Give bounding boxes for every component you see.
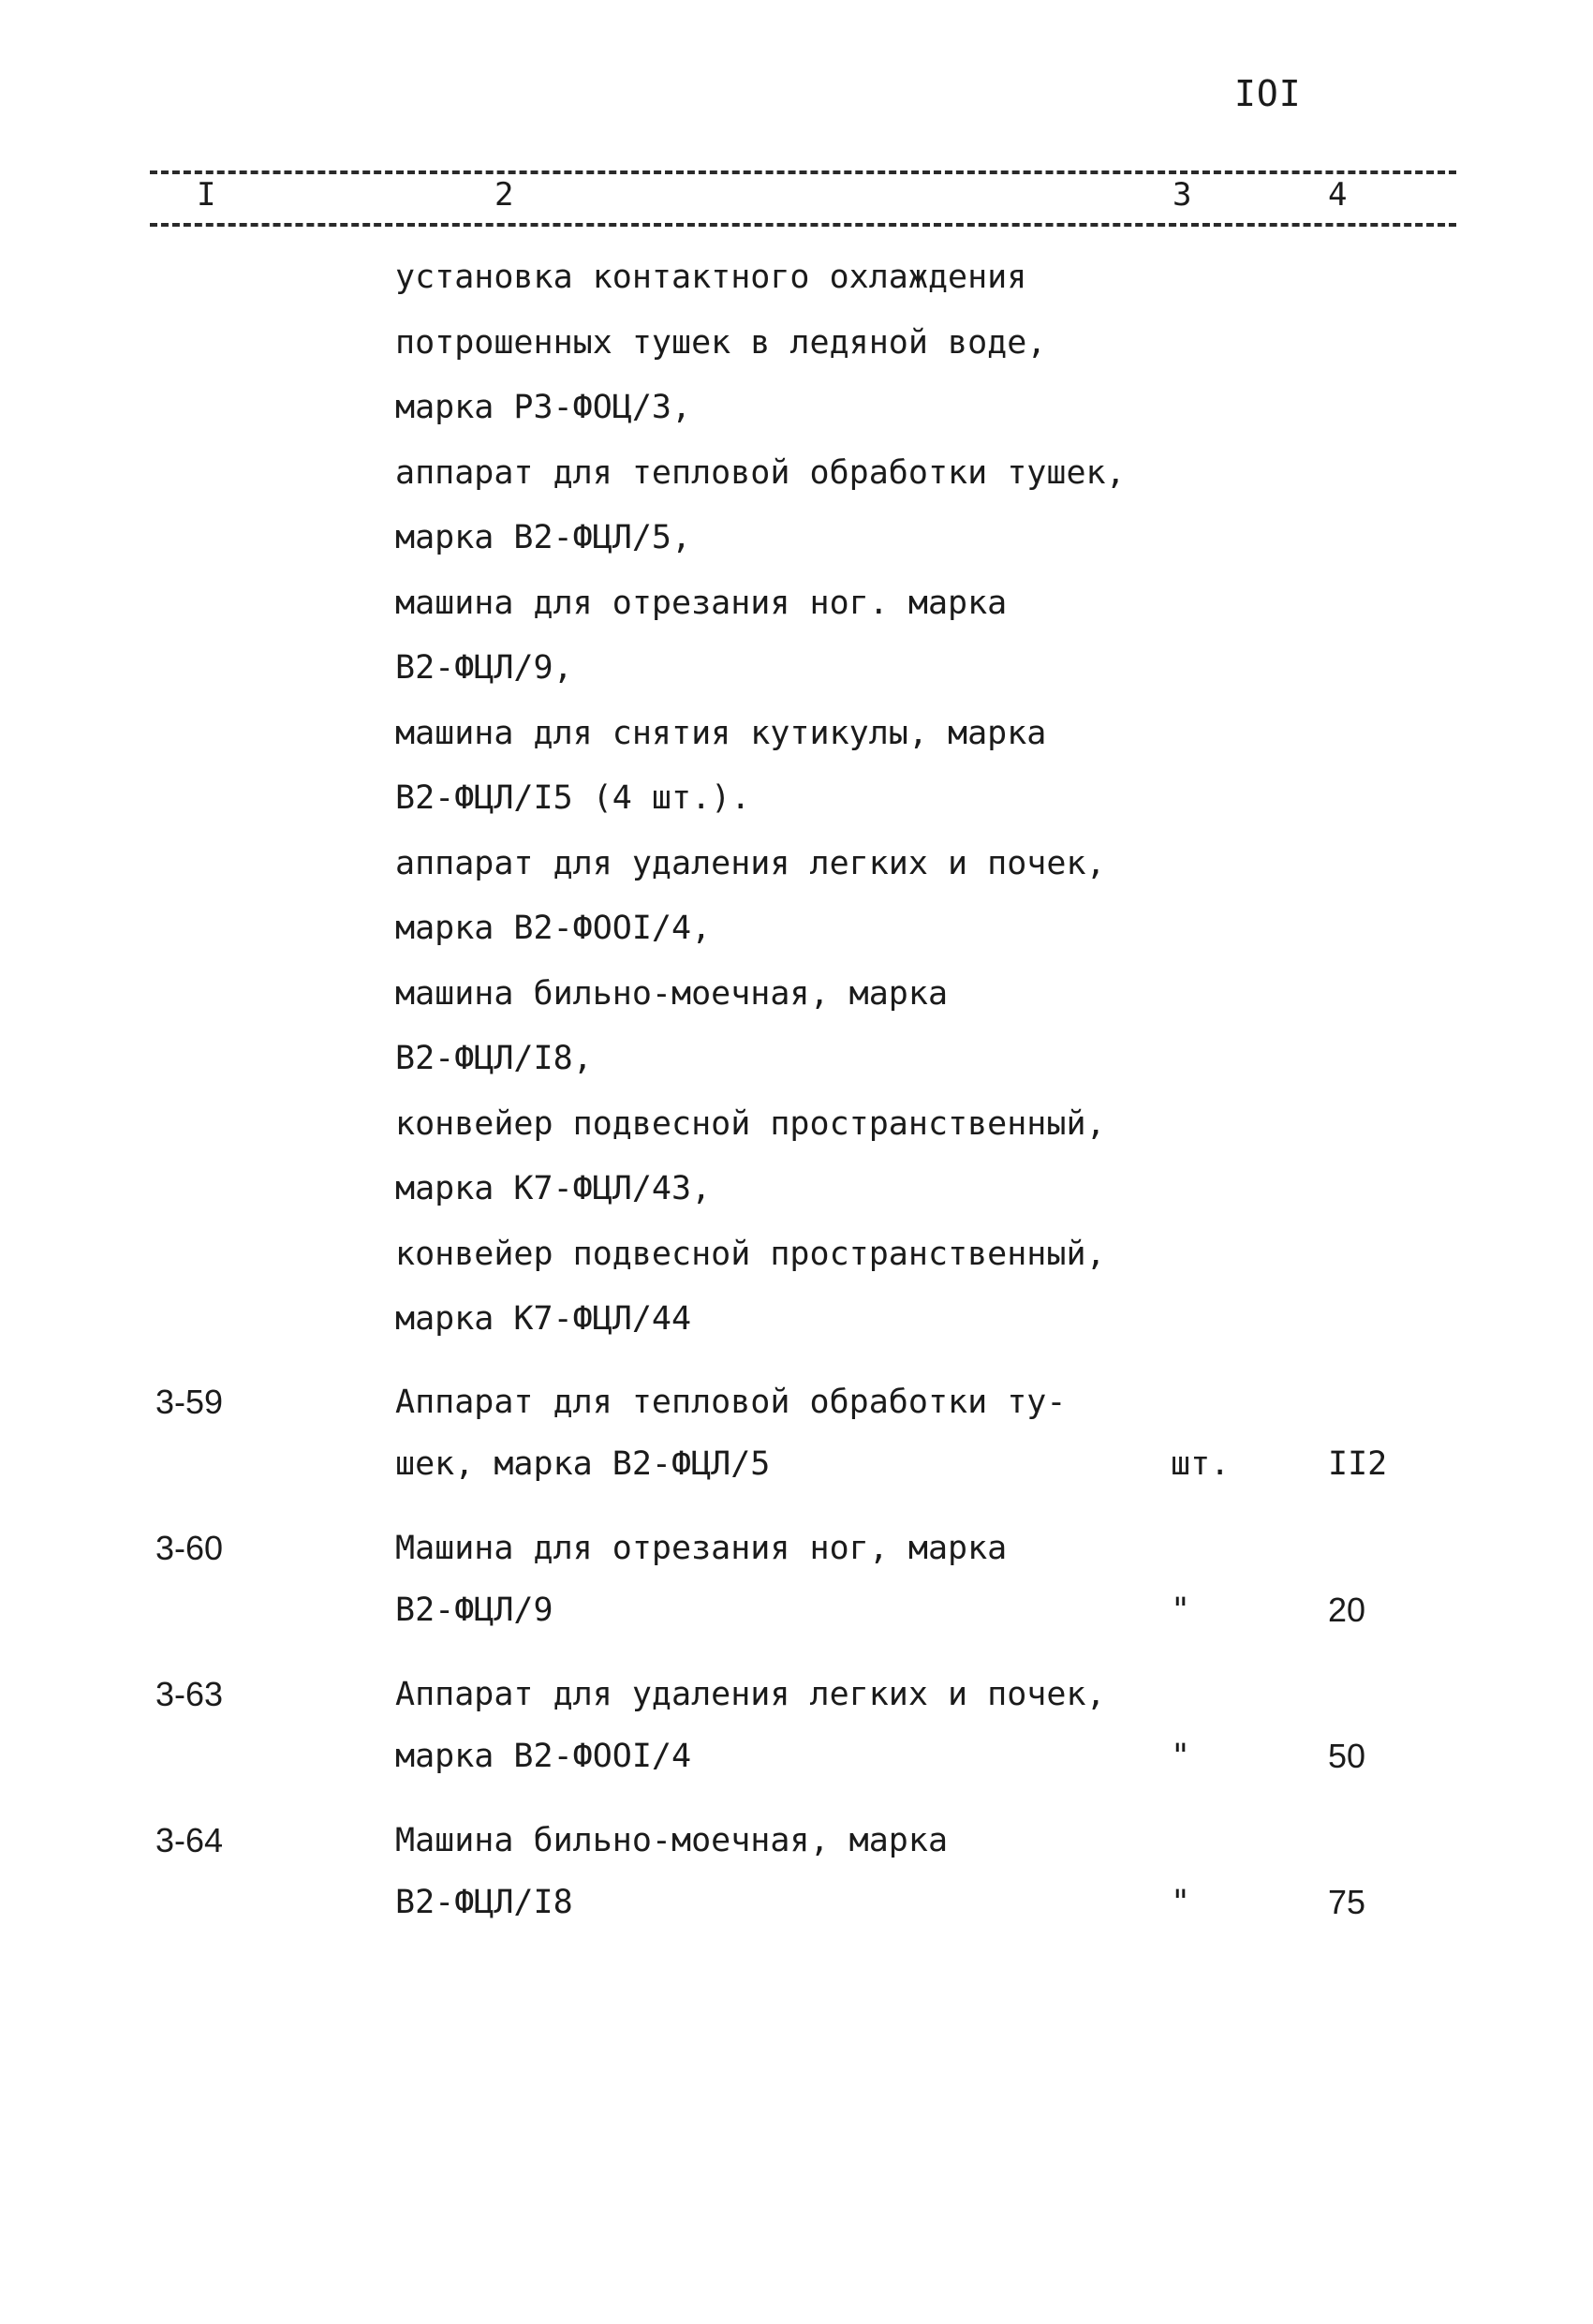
continuation-line: конвейер подвесной пространственный, — [395, 1104, 1106, 1143]
page-number: IOI — [1234, 73, 1302, 114]
entry-name-line: Машина бильно-моечная, марка — [395, 1822, 949, 1859]
header-divider-top — [150, 170, 1456, 174]
entry-quantity: 75 — [1328, 1883, 1366, 1921]
continuation-line: машина бильно-моечная, марка — [395, 974, 949, 1013]
entry-unit: " — [1171, 1591, 1191, 1629]
continuation-line: машина для снятия кутикулы, марка — [395, 714, 1047, 752]
continuation-line: марка В2-ФООI/4, — [395, 910, 712, 947]
table-row — [0, 1810, 1593, 1941]
entry-name — [395, 1664, 1106, 1787]
continuation-line: потрошенных тушек в ледяной воде, — [395, 323, 1047, 362]
entry-name-line: Аппарат для удаления легких и почек, — [395, 1676, 1106, 1713]
entry-name-line: Машина для отрезания ног, марка — [395, 1530, 1008, 1567]
continuation-line: конвейер подвесной пространственный, — [395, 1235, 1106, 1273]
entry-quantity: 20 — [1328, 1591, 1366, 1629]
table-row — [0, 1371, 1593, 1502]
entry-name — [395, 1810, 948, 1933]
entry-name — [395, 1371, 1066, 1495]
continuation-line: марка К7-ФЦЛ/44 — [395, 1300, 692, 1338]
table-row — [0, 1517, 1593, 1649]
table-row — [0, 1664, 1593, 1795]
continuation-line: установка контактного охлаждения — [395, 259, 1027, 296]
header-divider-bottom — [150, 223, 1456, 227]
continuation-line: В2-ФЦЛ/9, — [395, 649, 573, 687]
entry-unit: шт. — [1171, 1445, 1231, 1483]
column-header-1: I — [197, 176, 216, 214]
entry-name-line: шек, марка В2-ФЦЛ/5 — [395, 1445, 771, 1483]
entry-name-line: марка В2-ФООI/4 — [395, 1738, 692, 1775]
entry-quantity: 50 — [1328, 1737, 1366, 1775]
continuation-line: марка РЗ-ФОЦ/3, — [395, 389, 692, 426]
entry-code: 3-60 — [155, 1529, 224, 1567]
entry-unit: " — [1171, 1738, 1191, 1775]
continuation-line: В2-ФЦЛ/I5 (4 шт.). — [395, 779, 751, 817]
entry-code: 3-63 — [155, 1675, 224, 1713]
entry-code: 3-64 — [155, 1821, 224, 1859]
continuation-list — [395, 245, 1126, 1353]
entry-code: 3-59 — [155, 1383, 224, 1421]
continuation-line: аппарат для удаления легких и почек, — [395, 844, 1106, 882]
continuation-line: марка В2-ФЦЛ/5, — [395, 519, 692, 556]
column-header-2: 2 — [494, 176, 514, 214]
continuation-line: марка К7-ФЦЛ/43, — [395, 1170, 712, 1207]
column-header-4: 4 — [1328, 176, 1348, 214]
entry-name — [395, 1517, 1007, 1641]
continuation-line: В2-ФЦЛ/I8, — [395, 1040, 593, 1077]
entry-unit: " — [1171, 1884, 1191, 1921]
entry-quantity: II2 — [1328, 1445, 1388, 1483]
entry-name-line: Аппарат для тепловой обработки ту- — [395, 1384, 1067, 1421]
entry-name-line: В2-ФЦЛ/9 — [395, 1591, 553, 1629]
column-header-3: 3 — [1173, 176, 1192, 214]
continuation-line: аппарат для тепловой обработки тушек, — [395, 453, 1126, 492]
continuation-line: машина для отрезания ног. марка — [395, 584, 1008, 622]
entry-name-line: В2-ФЦЛ/I8 — [395, 1884, 573, 1921]
